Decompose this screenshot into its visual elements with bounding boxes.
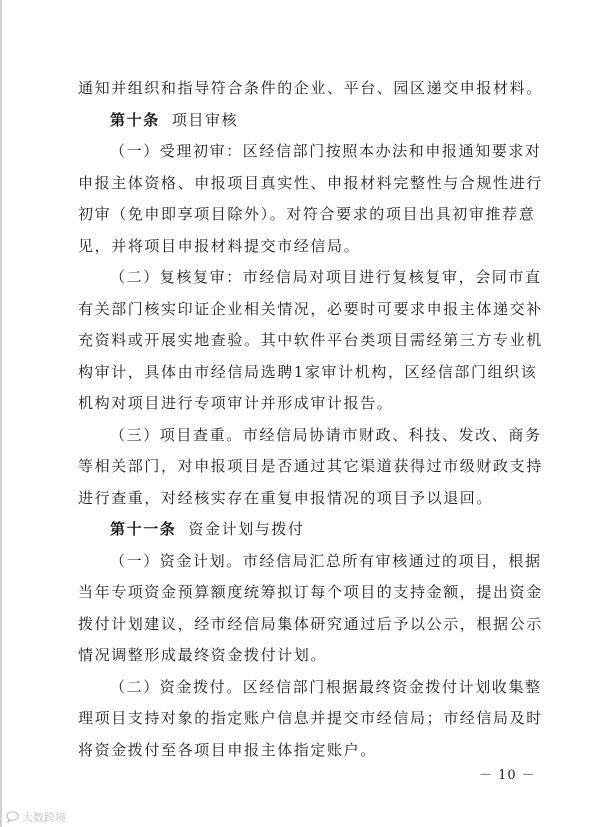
paragraph-line: 充资料或开展实地查验。其中软件平台类项目需经第三方专业机 <box>78 331 543 349</box>
paragraph-line: （二）复核复审：市经信局对项目进行复核复审，会同市直 <box>110 268 542 286</box>
watermark-text: 大数跨境 <box>22 811 66 824</box>
paragraph-line: 等相关部门，对申报项目是否通过其它渠道获得过市级财政支持 <box>78 457 543 475</box>
article-10-heading <box>78 105 524 137</box>
paragraph-line: 机构对项目进行专项审计并形成审计报告。 <box>78 394 394 412</box>
page-number: － 10 － <box>479 768 536 783</box>
chat-bubble-icon <box>6 811 19 823</box>
paragraph-line: 见，并将项目申报材料提交市经信局。 <box>78 236 361 255</box>
paragraph-line: 构审计，具体由市经信局选聘1家审计机构，区经信部门组织该 <box>78 362 538 381</box>
article-10-number: 第十条 <box>110 110 160 129</box>
paragraph-line: （一）受理初审：区经信部门按照本办法和申报通知要求对 <box>110 142 542 160</box>
paragraph-line: （三）项目查重。市经信局协请市财政、科技、发改、商务 <box>110 425 542 444</box>
paragraph-line: （一）资金计划。市经信局汇总所有审核通过的项目，根据 <box>110 551 542 570</box>
paragraph-line: 情况调整形成最终资金拨付计划。 <box>78 646 328 664</box>
paragraph-line: 有关部门核实印证企业相关情况，必要时可要求申报主体递交补 <box>78 299 543 318</box>
paragraph-line: 初审（免申即享项目除外）。对符合要求的项目出具初审推荐意 <box>78 205 536 223</box>
article-10-title: 项目审核 <box>171 110 239 129</box>
article-11-title: 资金计划与拨付 <box>188 520 305 538</box>
watermark <box>6 810 66 824</box>
paragraph-line: （二）资金拨付。区经信部门根据最终资金拨付计划收集整 <box>110 677 542 696</box>
paragraph-line: 进行查重，对经核实存在重复申报情况的项目予以退回。 <box>78 488 494 507</box>
paragraph-line: 理项目支持对象的指定账户信息并提交市经信局；市经信局及时 <box>78 709 543 727</box>
document-body <box>78 73 543 766</box>
page-left-edge <box>0 0 2 827</box>
article-11-number: 第十一条 <box>110 520 177 538</box>
paragraph-line: 拨付计划建议，经市经信局集体研究通过后予以公示，根据公示 <box>78 614 543 633</box>
paragraph-line: 当年专项资金预算额度统筹拟订每个项目的支持金额，提出资金 <box>78 583 543 601</box>
paragraph-line: 将资金拨付至各项目申报主体指定账户。 <box>78 740 377 759</box>
paragraph-line: 通知并组织和指导符合条件的企业、平台、园区递交申报材料。 <box>78 79 543 97</box>
paragraph-line: 申报主体资格、申报项目真实性、申报材料完整性与合规性进行 <box>78 173 543 192</box>
article-11-heading <box>78 514 524 546</box>
